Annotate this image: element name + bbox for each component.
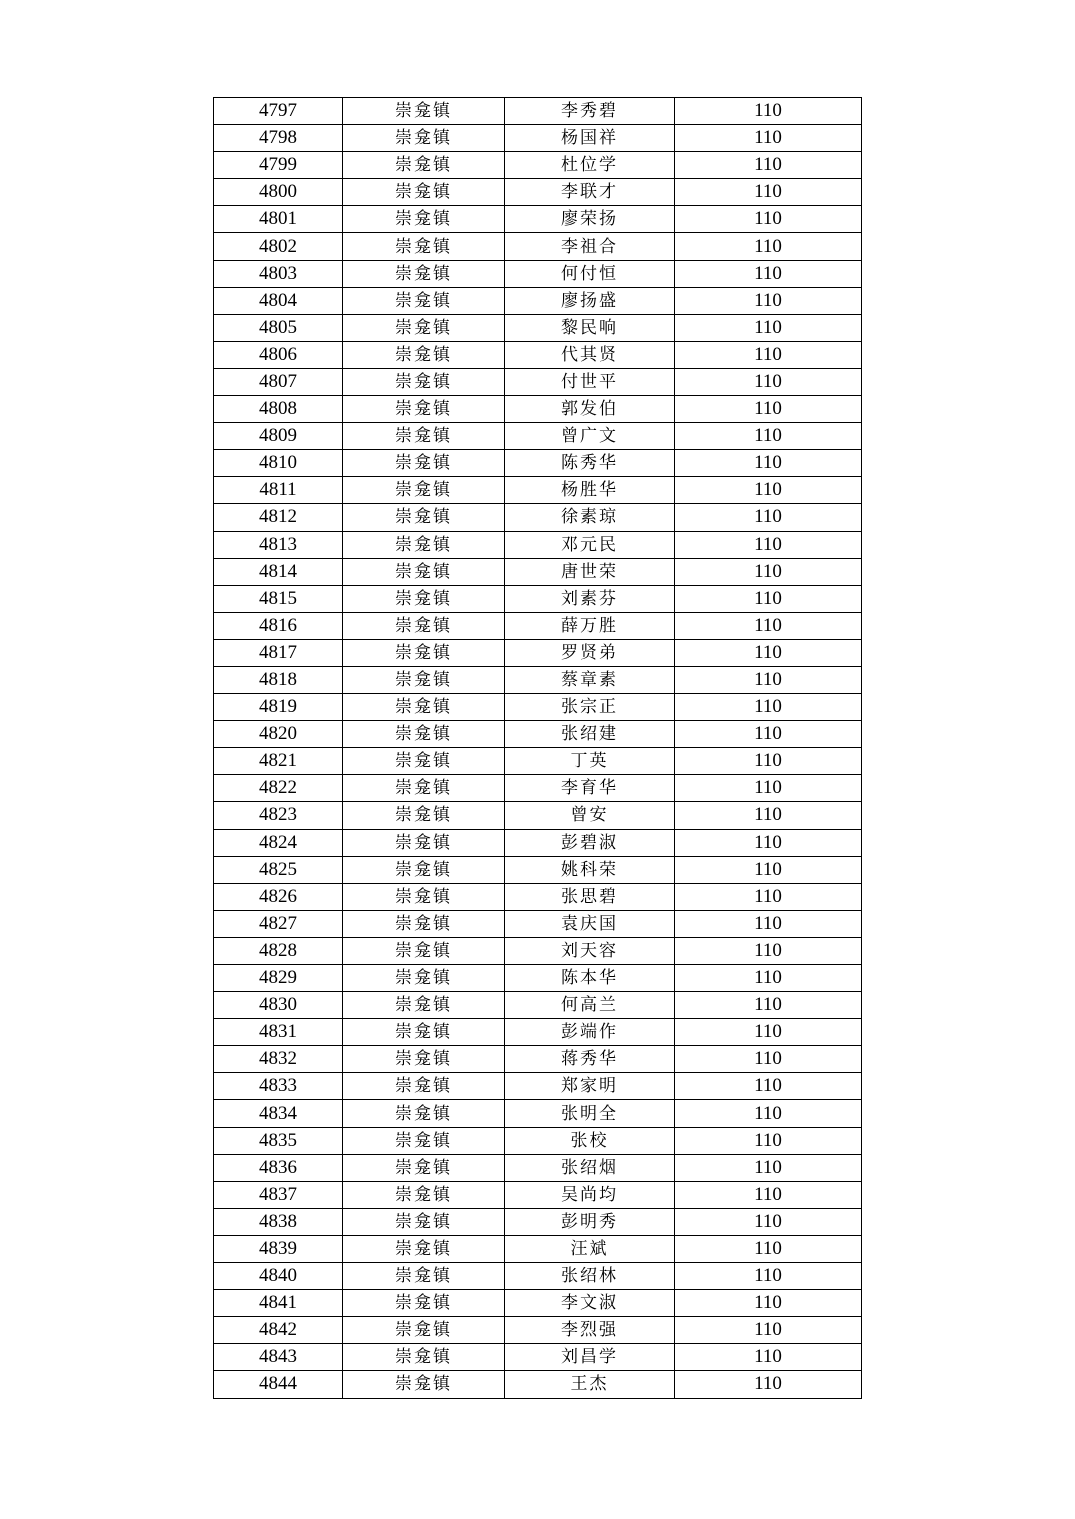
amount-cell: 110 bbox=[675, 910, 862, 937]
person-name-cell: 杨国祥 bbox=[505, 125, 675, 152]
person-name-cell: 张绍烟 bbox=[505, 1154, 675, 1181]
serial-number-cell: 4807 bbox=[214, 368, 343, 395]
serial-number-cell: 4816 bbox=[214, 612, 343, 639]
serial-number-cell: 4799 bbox=[214, 152, 343, 179]
amount-cell: 110 bbox=[675, 1263, 862, 1290]
town-cell: 崇龛镇 bbox=[343, 829, 505, 856]
person-name-cell: 李育华 bbox=[505, 775, 675, 802]
amount-cell: 110 bbox=[675, 152, 862, 179]
serial-number-cell: 4804 bbox=[214, 287, 343, 314]
person-name-cell: 廖扬盛 bbox=[505, 287, 675, 314]
serial-number-cell: 4820 bbox=[214, 721, 343, 748]
serial-number-cell: 4838 bbox=[214, 1208, 343, 1235]
table-row bbox=[214, 1317, 862, 1344]
serial-number-cell: 4833 bbox=[214, 1073, 343, 1100]
amount-cell: 110 bbox=[675, 98, 862, 125]
town-cell: 崇龛镇 bbox=[343, 1046, 505, 1073]
serial-number-cell: 4839 bbox=[214, 1235, 343, 1262]
amount-cell: 110 bbox=[675, 965, 862, 992]
person-name-cell: 刘素芬 bbox=[505, 585, 675, 612]
serial-number-cell: 4803 bbox=[214, 260, 343, 287]
person-name-cell: 吴尚均 bbox=[505, 1181, 675, 1208]
person-name-cell: 刘昌学 bbox=[505, 1344, 675, 1371]
table-row bbox=[214, 504, 862, 531]
serial-number-cell: 4831 bbox=[214, 1019, 343, 1046]
town-cell: 崇龛镇 bbox=[343, 1317, 505, 1344]
serial-number-cell: 4837 bbox=[214, 1181, 343, 1208]
person-name-cell: 张绍林 bbox=[505, 1263, 675, 1290]
person-name-cell: 李联才 bbox=[505, 179, 675, 206]
person-name-cell: 曾广文 bbox=[505, 423, 675, 450]
person-name-cell: 张思碧 bbox=[505, 883, 675, 910]
serial-number-cell: 4809 bbox=[214, 423, 343, 450]
town-cell: 崇龛镇 bbox=[343, 260, 505, 287]
serial-number-cell: 4828 bbox=[214, 937, 343, 964]
table-row bbox=[214, 965, 862, 992]
amount-cell: 110 bbox=[675, 883, 862, 910]
table-row bbox=[214, 1290, 862, 1317]
town-cell: 崇龛镇 bbox=[343, 1181, 505, 1208]
table-row bbox=[214, 1073, 862, 1100]
town-cell: 崇龛镇 bbox=[343, 1154, 505, 1181]
amount-cell: 110 bbox=[675, 1154, 862, 1181]
person-name-cell: 郭发伯 bbox=[505, 396, 675, 423]
amount-cell: 110 bbox=[675, 477, 862, 504]
table-row bbox=[214, 775, 862, 802]
amount-cell: 110 bbox=[675, 206, 862, 233]
amount-cell: 110 bbox=[675, 260, 862, 287]
town-cell: 崇龛镇 bbox=[343, 98, 505, 125]
serial-number-cell: 4815 bbox=[214, 585, 343, 612]
person-name-cell: 罗贤弟 bbox=[505, 639, 675, 666]
amount-cell: 110 bbox=[675, 1127, 862, 1154]
amount-cell: 110 bbox=[675, 1371, 862, 1398]
town-cell: 崇龛镇 bbox=[343, 1019, 505, 1046]
table-row bbox=[214, 829, 862, 856]
town-cell: 崇龛镇 bbox=[343, 206, 505, 233]
town-cell: 崇龛镇 bbox=[343, 423, 505, 450]
town-cell: 崇龛镇 bbox=[343, 1073, 505, 1100]
serial-number-cell: 4821 bbox=[214, 748, 343, 775]
table-row bbox=[214, 368, 862, 395]
person-name-cell: 廖荣扬 bbox=[505, 206, 675, 233]
serial-number-cell: 4817 bbox=[214, 639, 343, 666]
amount-cell: 110 bbox=[675, 1046, 862, 1073]
person-name-cell: 何高兰 bbox=[505, 992, 675, 1019]
person-name-cell: 彭端作 bbox=[505, 1019, 675, 1046]
serial-number-cell: 4844 bbox=[214, 1371, 343, 1398]
person-name-cell: 李秀碧 bbox=[505, 98, 675, 125]
serial-number-cell: 4814 bbox=[214, 558, 343, 585]
person-name-cell: 唐世荣 bbox=[505, 558, 675, 585]
town-cell: 崇龛镇 bbox=[343, 612, 505, 639]
amount-cell: 110 bbox=[675, 450, 862, 477]
town-cell: 崇龛镇 bbox=[343, 748, 505, 775]
person-name-cell: 蒋秀华 bbox=[505, 1046, 675, 1073]
table-row bbox=[214, 721, 862, 748]
serial-number-cell: 4800 bbox=[214, 179, 343, 206]
table-row bbox=[214, 1263, 862, 1290]
amount-cell: 110 bbox=[675, 423, 862, 450]
amount-cell: 110 bbox=[675, 639, 862, 666]
table-row bbox=[214, 1181, 862, 1208]
amount-cell: 110 bbox=[675, 341, 862, 368]
person-name-cell: 李文淑 bbox=[505, 1290, 675, 1317]
table-row bbox=[214, 612, 862, 639]
table-row bbox=[214, 423, 862, 450]
table-row bbox=[214, 1100, 862, 1127]
table-row bbox=[214, 152, 862, 179]
table-row bbox=[214, 1344, 862, 1371]
table-row bbox=[214, 98, 862, 125]
amount-cell: 110 bbox=[675, 287, 862, 314]
serial-number-cell: 4802 bbox=[214, 233, 343, 260]
town-cell: 崇龛镇 bbox=[343, 1100, 505, 1127]
town-cell: 崇龛镇 bbox=[343, 585, 505, 612]
person-name-cell: 陈本华 bbox=[505, 965, 675, 992]
amount-cell: 110 bbox=[675, 233, 862, 260]
person-name-cell: 李祖合 bbox=[505, 233, 675, 260]
serial-number-cell: 4822 bbox=[214, 775, 343, 802]
table-row bbox=[214, 558, 862, 585]
town-cell: 崇龛镇 bbox=[343, 233, 505, 260]
serial-number-cell: 4830 bbox=[214, 992, 343, 1019]
serial-number-cell: 4835 bbox=[214, 1127, 343, 1154]
amount-cell: 110 bbox=[675, 504, 862, 531]
amount-cell: 110 bbox=[675, 829, 862, 856]
amount-cell: 110 bbox=[675, 368, 862, 395]
amount-cell: 110 bbox=[675, 1073, 862, 1100]
town-cell: 崇龛镇 bbox=[343, 856, 505, 883]
table-row bbox=[214, 1154, 862, 1181]
town-cell: 崇龛镇 bbox=[343, 368, 505, 395]
person-name-cell: 薛万胜 bbox=[505, 612, 675, 639]
serial-number-cell: 4810 bbox=[214, 450, 343, 477]
amount-cell: 110 bbox=[675, 125, 862, 152]
town-cell: 崇龛镇 bbox=[343, 314, 505, 341]
amount-cell: 110 bbox=[675, 1019, 862, 1046]
town-cell: 崇龛镇 bbox=[343, 721, 505, 748]
serial-number-cell: 4832 bbox=[214, 1046, 343, 1073]
person-name-cell: 蔡章素 bbox=[505, 666, 675, 693]
town-cell: 崇龛镇 bbox=[343, 1263, 505, 1290]
table-row bbox=[214, 1127, 862, 1154]
town-cell: 崇龛镇 bbox=[343, 558, 505, 585]
person-name-cell: 付世平 bbox=[505, 368, 675, 395]
amount-cell: 110 bbox=[675, 1344, 862, 1371]
serial-number-cell: 4842 bbox=[214, 1317, 343, 1344]
table-row bbox=[214, 179, 862, 206]
amount-cell: 110 bbox=[675, 1317, 862, 1344]
person-name-cell: 刘天容 bbox=[505, 937, 675, 964]
table-row bbox=[214, 314, 862, 341]
amount-cell: 110 bbox=[675, 585, 862, 612]
serial-number-cell: 4818 bbox=[214, 666, 343, 693]
person-name-cell: 杨胜华 bbox=[505, 477, 675, 504]
amount-cell: 110 bbox=[675, 694, 862, 721]
serial-number-cell: 4805 bbox=[214, 314, 343, 341]
table-row bbox=[214, 531, 862, 558]
table-row bbox=[214, 477, 862, 504]
amount-cell: 110 bbox=[675, 992, 862, 1019]
serial-number-cell: 4819 bbox=[214, 694, 343, 721]
town-cell: 崇龛镇 bbox=[343, 965, 505, 992]
table-row bbox=[214, 1208, 862, 1235]
person-name-cell: 曾安 bbox=[505, 802, 675, 829]
person-name-cell: 黎民响 bbox=[505, 314, 675, 341]
town-cell: 崇龛镇 bbox=[343, 992, 505, 1019]
serial-number-cell: 4836 bbox=[214, 1154, 343, 1181]
amount-cell: 110 bbox=[675, 1100, 862, 1127]
serial-number-cell: 4823 bbox=[214, 802, 343, 829]
table-row bbox=[214, 694, 862, 721]
person-name-cell: 张校 bbox=[505, 1127, 675, 1154]
serial-number-cell: 4825 bbox=[214, 856, 343, 883]
town-cell: 崇龛镇 bbox=[343, 937, 505, 964]
town-cell: 崇龛镇 bbox=[343, 450, 505, 477]
amount-cell: 110 bbox=[675, 802, 862, 829]
serial-number-cell: 4811 bbox=[214, 477, 343, 504]
amount-cell: 110 bbox=[675, 531, 862, 558]
town-cell: 崇龛镇 bbox=[343, 802, 505, 829]
town-cell: 崇龛镇 bbox=[343, 883, 505, 910]
serial-number-cell: 4808 bbox=[214, 396, 343, 423]
serial-number-cell: 4797 bbox=[214, 98, 343, 125]
amount-cell: 110 bbox=[675, 1181, 862, 1208]
person-name-cell: 李烈强 bbox=[505, 1317, 675, 1344]
table-row bbox=[214, 666, 862, 693]
town-cell: 崇龛镇 bbox=[343, 910, 505, 937]
person-name-cell: 徐素琼 bbox=[505, 504, 675, 531]
town-cell: 崇龛镇 bbox=[343, 341, 505, 368]
person-name-cell: 姚科荣 bbox=[505, 856, 675, 883]
table-row bbox=[214, 802, 862, 829]
table-row bbox=[214, 125, 862, 152]
person-name-cell: 王杰 bbox=[505, 1371, 675, 1398]
amount-cell: 110 bbox=[675, 937, 862, 964]
town-cell: 崇龛镇 bbox=[343, 504, 505, 531]
amount-cell: 110 bbox=[675, 179, 862, 206]
serial-number-cell: 4840 bbox=[214, 1263, 343, 1290]
person-name-cell: 陈秀华 bbox=[505, 450, 675, 477]
amount-cell: 110 bbox=[675, 396, 862, 423]
person-name-cell: 汪斌 bbox=[505, 1235, 675, 1262]
serial-number-cell: 4801 bbox=[214, 206, 343, 233]
town-cell: 崇龛镇 bbox=[343, 477, 505, 504]
town-cell: 崇龛镇 bbox=[343, 694, 505, 721]
table-row bbox=[214, 883, 862, 910]
table-row bbox=[214, 1371, 862, 1398]
town-cell: 崇龛镇 bbox=[343, 1127, 505, 1154]
table-row bbox=[214, 910, 862, 937]
table-row bbox=[214, 1019, 862, 1046]
town-cell: 崇龛镇 bbox=[343, 639, 505, 666]
amount-cell: 110 bbox=[675, 1235, 862, 1262]
town-cell: 崇龛镇 bbox=[343, 531, 505, 558]
serial-number-cell: 4843 bbox=[214, 1344, 343, 1371]
person-name-cell: 张明全 bbox=[505, 1100, 675, 1127]
serial-number-cell: 4841 bbox=[214, 1290, 343, 1317]
serial-number-cell: 4829 bbox=[214, 965, 343, 992]
person-name-cell: 张绍建 bbox=[505, 721, 675, 748]
town-cell: 崇龛镇 bbox=[343, 1371, 505, 1398]
table-row bbox=[214, 450, 862, 477]
town-cell: 崇龛镇 bbox=[343, 666, 505, 693]
table-row bbox=[214, 260, 862, 287]
amount-cell: 110 bbox=[675, 558, 862, 585]
amount-cell: 110 bbox=[675, 721, 862, 748]
serial-number-cell: 4812 bbox=[214, 504, 343, 531]
table-row bbox=[214, 639, 862, 666]
table-row bbox=[214, 206, 862, 233]
person-name-cell: 彭碧淑 bbox=[505, 829, 675, 856]
table-row bbox=[214, 1046, 862, 1073]
table-row bbox=[214, 585, 862, 612]
amount-cell: 110 bbox=[675, 1208, 862, 1235]
serial-number-cell: 4826 bbox=[214, 883, 343, 910]
amount-cell: 110 bbox=[675, 856, 862, 883]
table-row bbox=[214, 396, 862, 423]
person-name-cell: 杜位学 bbox=[505, 152, 675, 179]
town-cell: 崇龛镇 bbox=[343, 775, 505, 802]
person-name-cell: 何付恒 bbox=[505, 260, 675, 287]
town-cell: 崇龛镇 bbox=[343, 179, 505, 206]
person-name-cell: 张宗正 bbox=[505, 694, 675, 721]
amount-cell: 110 bbox=[675, 775, 862, 802]
town-cell: 崇龛镇 bbox=[343, 396, 505, 423]
person-name-cell: 袁庆国 bbox=[505, 910, 675, 937]
register-table bbox=[213, 97, 862, 1399]
person-name-cell: 代其贤 bbox=[505, 341, 675, 368]
amount-cell: 110 bbox=[675, 314, 862, 341]
person-name-cell: 郑家明 bbox=[505, 1073, 675, 1100]
table-row bbox=[214, 233, 862, 260]
town-cell: 崇龛镇 bbox=[343, 1344, 505, 1371]
table-row bbox=[214, 341, 862, 368]
town-cell: 崇龛镇 bbox=[343, 1208, 505, 1235]
town-cell: 崇龛镇 bbox=[343, 1290, 505, 1317]
town-cell: 崇龛镇 bbox=[343, 152, 505, 179]
town-cell: 崇龛镇 bbox=[343, 125, 505, 152]
amount-cell: 110 bbox=[675, 612, 862, 639]
table-row bbox=[214, 937, 862, 964]
table-row bbox=[214, 287, 862, 314]
town-cell: 崇龛镇 bbox=[343, 1235, 505, 1262]
serial-number-cell: 4834 bbox=[214, 1100, 343, 1127]
table-row bbox=[214, 1235, 862, 1262]
table-row bbox=[214, 992, 862, 1019]
amount-cell: 110 bbox=[675, 748, 862, 775]
table-row bbox=[214, 856, 862, 883]
town-cell: 崇龛镇 bbox=[343, 287, 505, 314]
person-name-cell: 彭明秀 bbox=[505, 1208, 675, 1235]
table-body bbox=[214, 98, 862, 1399]
serial-number-cell: 4827 bbox=[214, 910, 343, 937]
serial-number-cell: 4824 bbox=[214, 829, 343, 856]
table-row bbox=[214, 748, 862, 775]
serial-number-cell: 4813 bbox=[214, 531, 343, 558]
serial-number-cell: 4806 bbox=[214, 341, 343, 368]
person-name-cell: 邓元民 bbox=[505, 531, 675, 558]
amount-cell: 110 bbox=[675, 1290, 862, 1317]
amount-cell: 110 bbox=[675, 666, 862, 693]
serial-number-cell: 4798 bbox=[214, 125, 343, 152]
person-name-cell: 丁英 bbox=[505, 748, 675, 775]
